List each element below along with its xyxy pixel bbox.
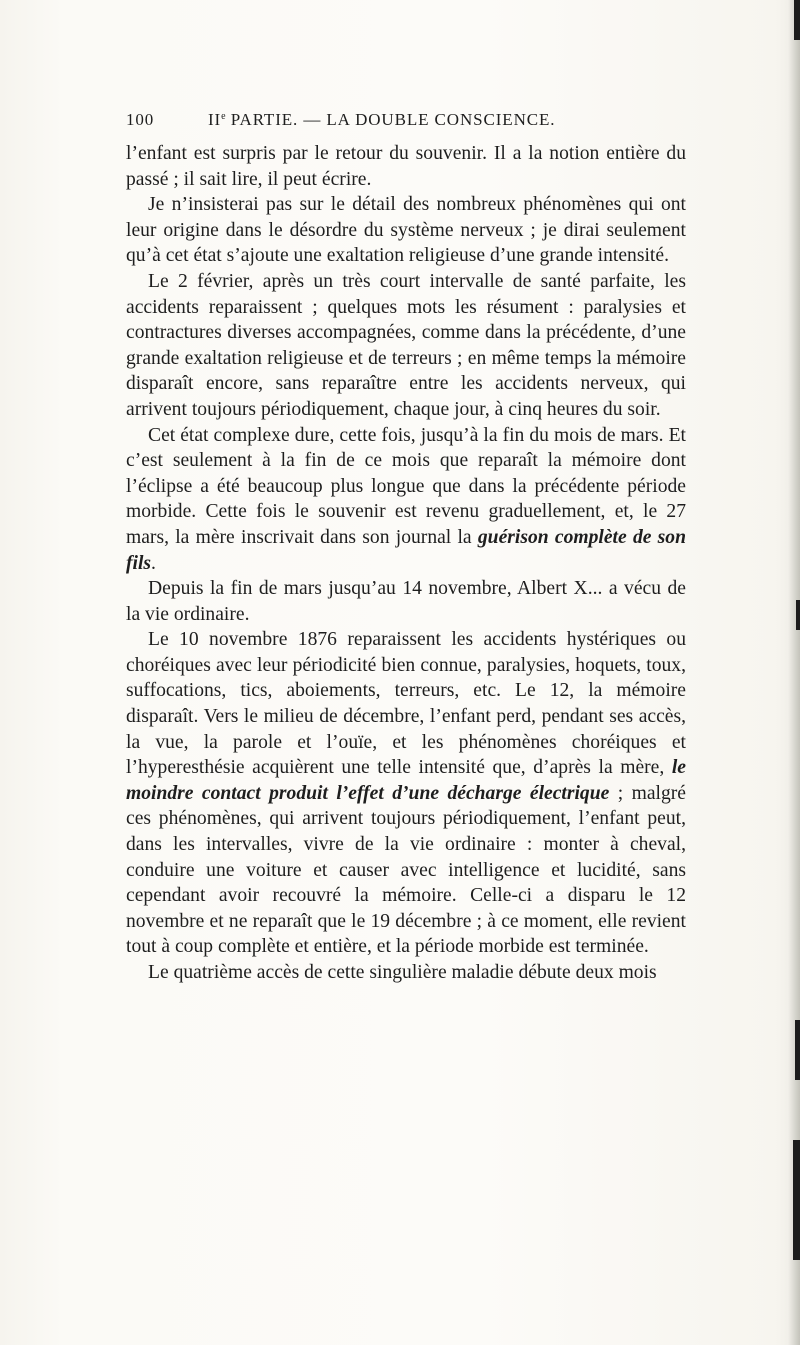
paragraph-text: Le 10 novembre 1876 reparaissent les accidents hystériques ou choréiques avec leur périodicité bien connue, paralysies, hoquets, toux, suffocations, tics, aboiements, terreurs, etc. Le 12, la mémoire disparaît. Vers le milieu de décembre, l’enfant perd, pendant ses accès, la vue, la parole et l’ouïe, et les phénomènes choréiques et l’hyperesthésie acquièrent une telle intensité que, d’après la mère, xyxy=(126,629,686,779)
paragraph-text: l’enfant est surpris par le retour du souvenir. Il a la notion entière du passé ; il sait lire, il peut écrire. xyxy=(126,143,686,190)
paragraph xyxy=(126,576,686,627)
paragraph xyxy=(126,192,686,269)
page-edge-mark xyxy=(794,0,800,40)
paragraph-text: Depuis la fin de mars jusqu’au 14 novembre, Albert X... a vécu de la vie ordinaire. xyxy=(126,578,686,625)
page-edge-mark xyxy=(795,1020,800,1080)
paragraph xyxy=(126,269,686,423)
paragraph xyxy=(126,141,686,192)
emphasized-text: le moindre contact produit l’effet d’une décharge électrique xyxy=(126,757,686,804)
paragraph xyxy=(126,423,686,577)
body-text xyxy=(126,141,686,986)
emphasized-text: guérison complète de son fils xyxy=(126,526,686,574)
paragraph-text: Le 2 février, après un très court intervalle de santé parfaite, les accidents reparaissent ; quelques mots les résument : paralysies et contractures diverses accompagnées, comme dans la précédente, d’une grande exaltation religieuse et de terreurs ; en même temps la mémoire disparaît encore, sans reparaître entre les accidents nerveux, qui arrivent toujours périodiquement, chaque jour, à cinq heures du soir. xyxy=(126,270,686,420)
part-numeral: II xyxy=(208,110,222,129)
running-title xyxy=(208,110,555,130)
part-numeral-suffix: e xyxy=(221,111,226,122)
paragraph xyxy=(126,627,686,960)
page-edge-mark xyxy=(796,600,800,630)
running-header xyxy=(126,110,686,136)
running-title-text: PARTIE. — LA DOUBLE CONSCIENCE. xyxy=(225,110,556,129)
paragraph-text: . xyxy=(151,552,156,574)
paragraph-text: Je n’insisterai pas sur le détail des nombreux phénomènes qui ont leur origine dans le désordre du système nerveux ; je dirai seulement qu’à cet état s’ajoute une exaltation religieuse d’une grande intensité. xyxy=(126,194,686,267)
page-edge-mark xyxy=(793,1140,800,1260)
paragraph-text: Le quatrième accès de cette singulière maladie débute deux mois xyxy=(148,962,657,983)
page-number: 100 xyxy=(126,110,155,129)
paragraph-text: Cet état complexe dure, cette fois, jusqu’à la fin du mois de mars. Et c’est seulement à la fin de ce mois que reparaît la mémoire dont l’éclipse a été beaucoup plus longue que dans la précédente période morbide. Cette fois le souvenir est revenu graduellement, et, le 27 mars, la mère inscrivait dans son journal la xyxy=(126,424,686,548)
paragraph xyxy=(126,960,686,986)
paragraph-text: ; malgré ces phénomènes, qui arrivent toujours périodiquement, l’enfant peut, dans les intervalles, vivre de la vie ordinaire : monter à cheval, conduire une voiture et causer avec intelligence et lucidité, sans cependant avoir recouvré la mémoire. Celle-ci a disparu le 12 novembre et ne reparaît que le 19 décembre ; à ce moment, elle revient tout à coup complète et entière, et la période morbide est terminée. xyxy=(126,782,687,958)
